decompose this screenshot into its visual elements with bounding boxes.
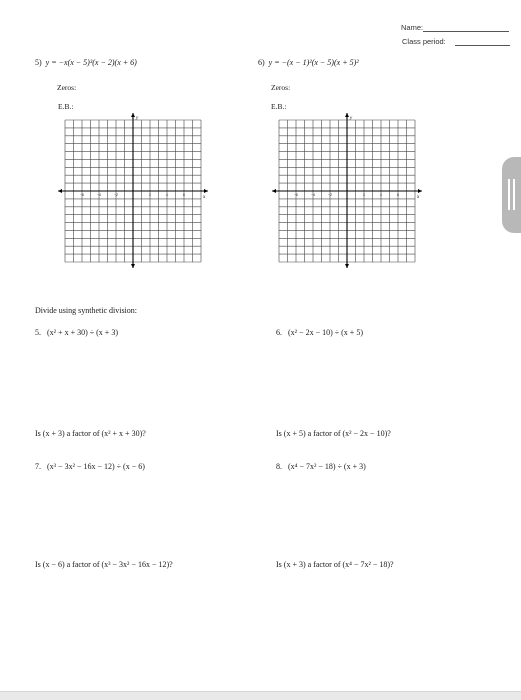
x-tick-label: −2: [114, 193, 118, 197]
axes-6: [272, 113, 422, 268]
graph-5: [56, 112, 210, 270]
factor-question-7: Is (x − 6) a factor of (x³ − 3x² − 16x − 12)?: [35, 560, 173, 569]
coordinate-grid-6: [270, 112, 424, 270]
problem-5-eb-label: E.B.:: [58, 102, 74, 111]
division-8-number: 8.: [276, 462, 282, 471]
page-footer-bar: [0, 691, 521, 700]
factor-question-8: Is (x + 3) a factor of (x⁴ − 7x² − 18)?: [276, 560, 394, 569]
x-tick-label: 2: [363, 193, 365, 197]
x-tick-label: −6: [80, 193, 84, 197]
problem-5-equation: y = −x(x − 5)³(x − 2)(x + 6): [45, 58, 137, 67]
factor-question-5: Is (x + 3) a factor of (x² + x + 30)?: [35, 429, 146, 438]
x-tick-label: −2: [328, 193, 332, 197]
x-axis-label: x: [417, 195, 420, 200]
x-tick-label: 2: [149, 193, 151, 197]
coordinate-grid-5: [56, 112, 210, 270]
y-axis-label: y: [136, 116, 139, 121]
handle-grip-left: [508, 179, 510, 210]
division-8: [276, 462, 366, 471]
section-title: Divide using synthetic division:: [35, 306, 137, 315]
division-6-number: 6.: [276, 328, 282, 337]
x-tick-label: 6: [397, 193, 399, 197]
division-7-number: 7.: [35, 462, 41, 471]
x-tick-label: 6: [183, 193, 185, 197]
name-line: [423, 31, 509, 32]
division-5: [35, 328, 118, 337]
x-tick-label: −4: [97, 193, 101, 197]
division-6: [276, 328, 363, 337]
problem-5-zeros-label: Zeros:: [57, 83, 77, 92]
x-tick-label: 4: [166, 193, 168, 197]
name-label: Name:: [401, 23, 424, 32]
problem-6-eb-label: E.B.:: [271, 102, 287, 111]
division-7-expression: (x³ − 3x² − 16x − 12) ÷ (x − 6): [47, 462, 145, 471]
y-axis-label: y: [350, 116, 353, 121]
division-7: [35, 462, 145, 471]
graph-6: [270, 112, 424, 270]
problem-6-equation: y = −(x − 1)²(x − 5)(x + 5)²: [268, 58, 359, 67]
x-tick-label: −6: [294, 193, 298, 197]
division-8-expression: (x⁴ − 7x² − 18) ÷ (x + 3): [288, 462, 366, 471]
axes-5: [58, 113, 208, 268]
division-5-number: 5.: [35, 328, 41, 337]
class-period-line: [455, 45, 510, 46]
problem-6-number: 6): [258, 58, 265, 67]
problem-5-header: [35, 58, 137, 67]
x-tick-label: −4: [311, 193, 315, 197]
problem-5-number: 5): [35, 58, 42, 67]
problem-6-zeros-label: Zeros:: [271, 83, 291, 92]
handle-grip-right: [513, 179, 515, 210]
class-period-label: Class period:: [402, 37, 446, 46]
factor-question-6: Is (x + 5) a factor of (x² − 2x − 10)?: [276, 429, 391, 438]
division-6-expression: (x² − 2x − 10) ÷ (x + 5): [288, 328, 363, 337]
problem-6-header: [258, 58, 359, 67]
division-5-expression: (x² + x + 30) ÷ (x + 3): [47, 328, 118, 337]
x-axis-label: x: [203, 195, 206, 200]
side-panel-handle[interactable]: [502, 157, 521, 233]
x-tick-label: 4: [380, 193, 382, 197]
